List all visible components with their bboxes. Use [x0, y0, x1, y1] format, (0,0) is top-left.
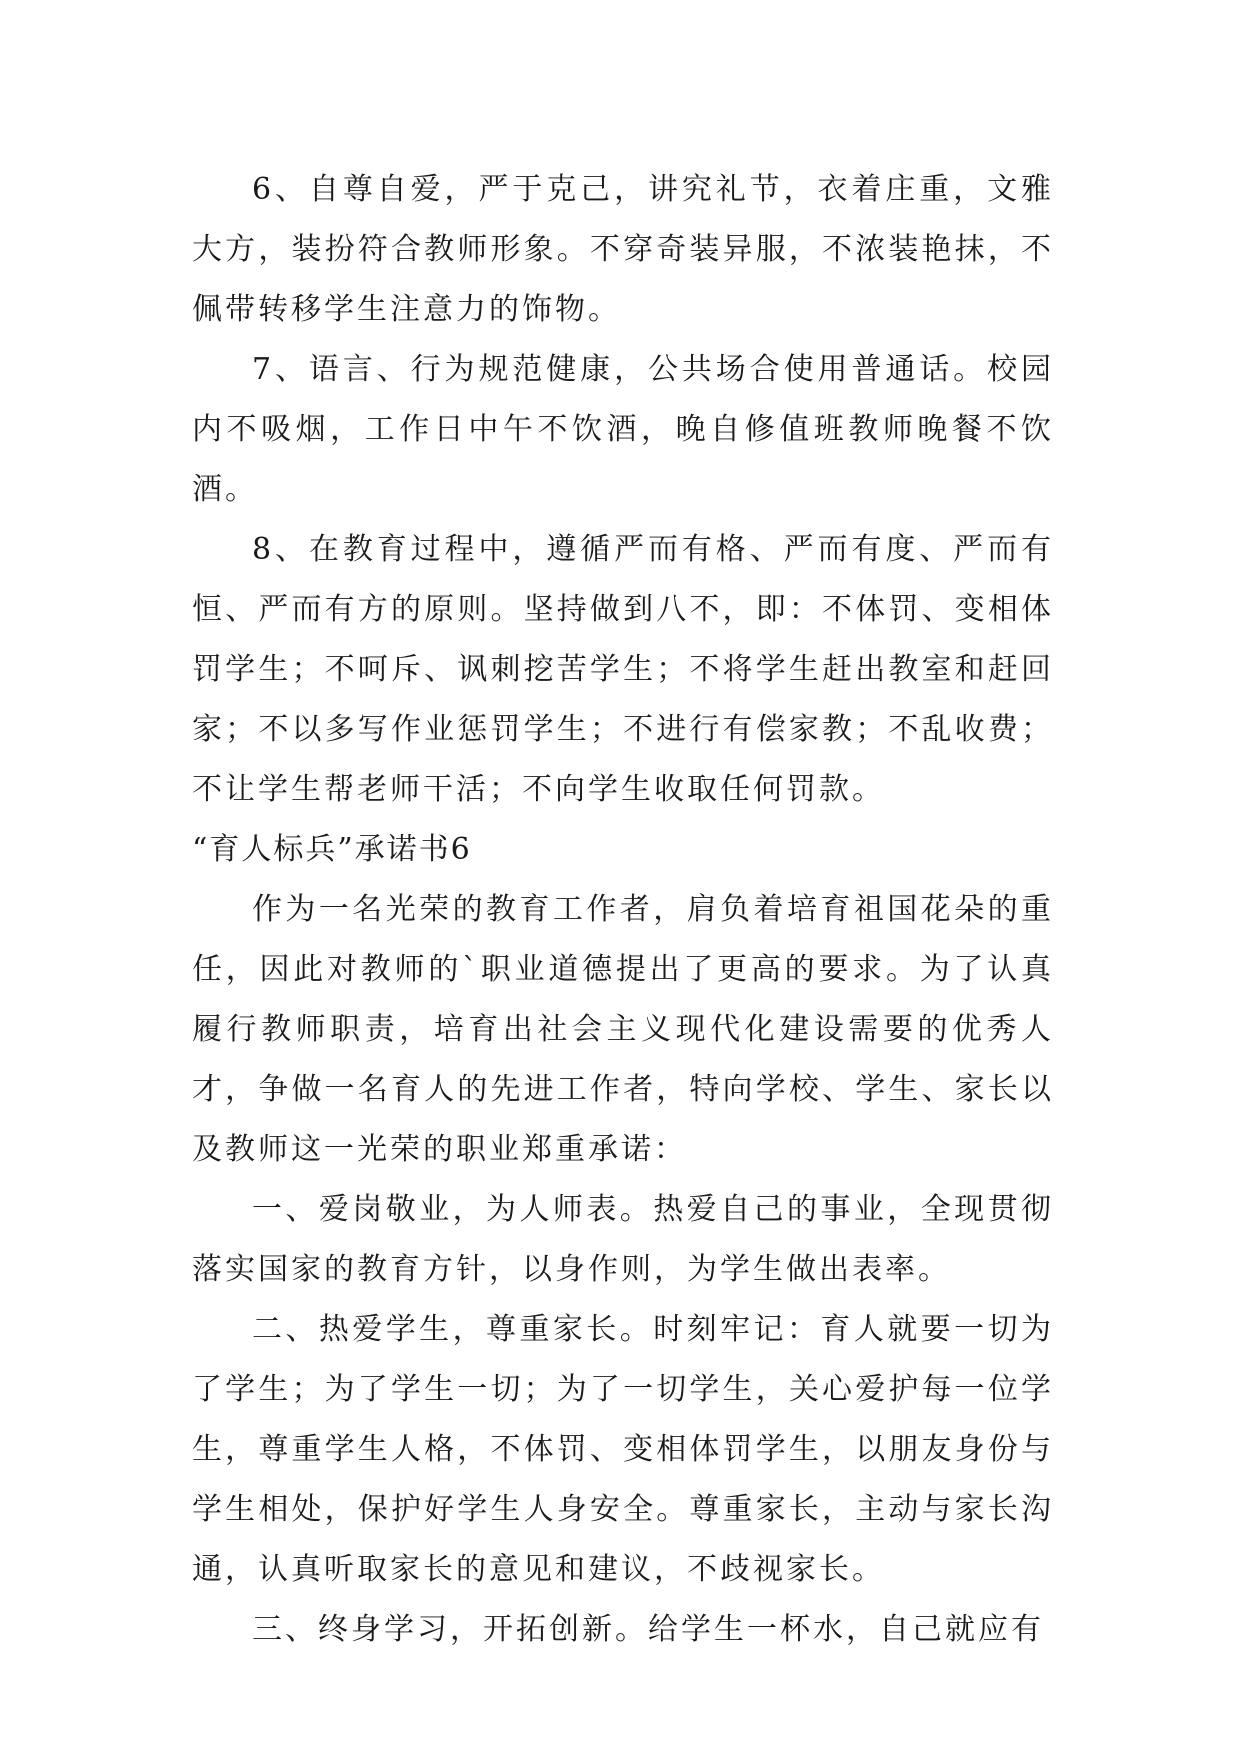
paragraph-item-6: 6、自尊自爱，严于克己，讲究礼节，衣着庄重，文雅大方，装扮符合教师形象。不穿奇装异服，不浓装艳抹，不佩带转移学生注意力的饰物。	[192, 172, 1054, 327]
paragraph-intro: 作为一名光荣的教育工作者，肩负着培育祖国花朵的重任，因此对教师的`职业道德提出了更高的要求。为了认真履行教师职责，培育出社会主义现代化建设需要的优秀人才，争做一名育人的先进工作者，特向学校、学生、家长以及教师这一光荣的职业郑重承诺：	[192, 892, 1054, 1167]
section-title: “育人标兵”承诺书6	[192, 832, 472, 867]
paragraph-pledge-1: 一、爱岗敬业，为人师表。热爱自己的事业，全现贯彻落实国家的教育方针，以身作则，为学生做出表率。	[192, 1192, 1054, 1287]
paragraph-item-7: 7、语言、行为规范健康，公共场合使用普通话。校园内不吸烟，工作日中午不饮酒，晚自修值班教师晚餐不饮酒。	[192, 352, 1054, 507]
document-page	[192, 160, 1054, 1660]
paragraph-pledge-2: 二、热爱学生，尊重家长。时刻牢记：育人就要一切为了学生；为了学生一切；为了一切学生，关心爱护每一位学生，尊重学生人格，不体罚、变相体罚学生，以朋友身份与学生相处，保护好学生人身安全。尊重家长，主动与家长沟通，认真听取家长的意见和建议，不歧视家长。	[192, 1312, 1054, 1587]
paragraph-item-8: 8、在教育过程中，遵循严而有格、严而有度、严而有恒、严而有方的原则。坚持做到八不，即：不体罚、变相体罚学生；不呵斥、讽刺挖苦学生；不将学生赶出教室和赶回家；不以多写作业惩罚学生；不进行有偿家教；不乱收费；不让学生帮老师干活；不向学生收取任何罚款。	[192, 532, 1054, 807]
paragraph-pledge-3: 三、终身学习，开拓创新。给学生一杯水，自己就应有	[252, 1612, 1044, 1647]
